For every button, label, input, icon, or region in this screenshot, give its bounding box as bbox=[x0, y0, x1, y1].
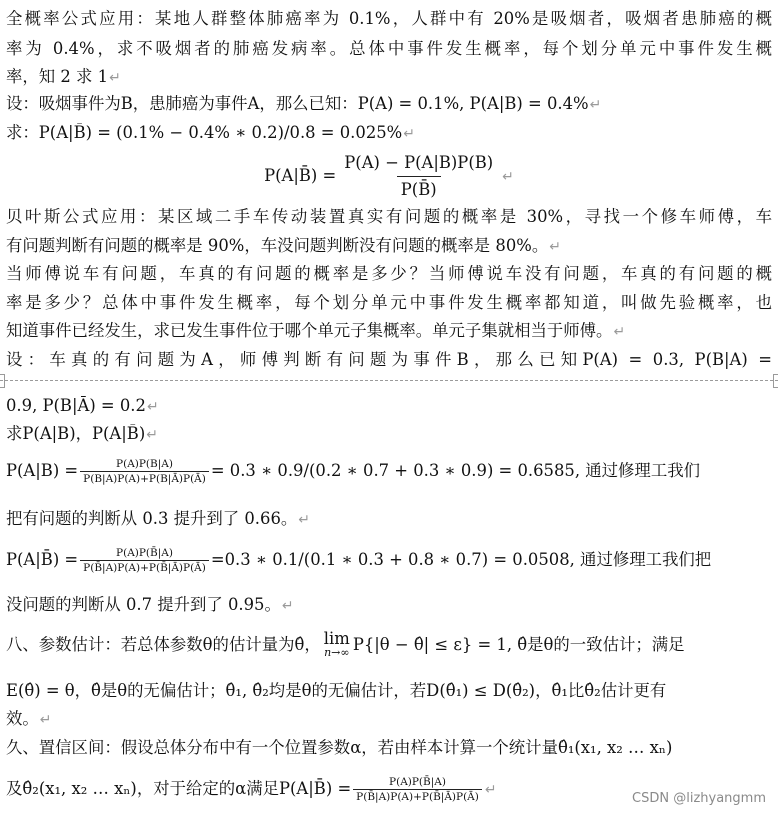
text-line: 设：吸烟事件为B，患肺癌为事件A，那么已知：P(A) = 0.1%, P(A|B) = 0.4%↵ bbox=[6, 94, 602, 113]
fraction: $\frac{P(A)P(B|A)}{P(B|A)P(A)+P(B|Ā)P(Ā)}$ bbox=[80, 458, 209, 485]
parameter-estimation-line: 八、参数估计：若总体参数θ的估计量为θ̂， lim n→∞ P{|θ − θ̂| ≤ ε} = 1, θ̂是θ的一致估计；满足 bbox=[6, 628, 685, 659]
text-line: 0.9, P(B|Ā) = 0.2↵ bbox=[6, 396, 159, 415]
formula-bayes-1: P(A|B) = $\frac{P(A)P(B|A)}{P(B|A)P(A)+P(B|Ā)P(Ā)}$ = 0.3 ∗ 0.9/(0.2 ∗ 0.7 + 0.3 ∗ 0.9) = 0.6585, 通过修理工我们 bbox=[6, 458, 700, 485]
text-line: 率为 0.4%，求不吸烟者的肺癌发病率。总体中事件发生概率，每个划分单元中事件发生概 bbox=[6, 39, 772, 58]
text-line: 率，知 2 求 1↵ bbox=[6, 67, 121, 86]
formula-total-probability: P(A|B̄) = $\frac{P(A) - P(A|B)P(B)}{P(B̄)}$ ↵ bbox=[0, 152, 778, 198]
text-line: E(θ̂) = θ，θ̂是θ的无偏估计；θ̂₁, θ̂₂均是θ的无偏估计，若D(θ̂₁) ≤ D(θ̂₂)，θ̂₁比θ̂₂估计更有 bbox=[6, 681, 667, 700]
fraction: $\frac{P(A)P(B̄|A)}{P(B̄|A)P(A)+P(B̄|Ā)P(Ā)}$ bbox=[353, 776, 482, 803]
text-line: 求P(A|B)，P(A|B̄)↵ bbox=[6, 424, 158, 443]
text-line: 率是多少？总体中事件发生概率，每个划分单元中事件发生概率都知道，叫做先验概率，也 bbox=[6, 293, 772, 312]
text-line: 把有问题的判断从 0.3 提升到了 0.66。↵ bbox=[6, 509, 311, 528]
text-line: 贝叶斯公式应用：某区域二手车传动装置真实有问题的概率是 30%，寻找一个修车师傅，车 bbox=[6, 207, 772, 226]
text-line: 久、置信区间：假设总体分布中有一个位置参数α，若由样本计算一个统计量θ̂₁(x₁, x₂ … xₙ) bbox=[6, 738, 673, 757]
limit-operator: lim n→∞ bbox=[323, 628, 350, 659]
fraction: $\frac{P(A) - P(A|B)P(B)}{P(B̄)}$ bbox=[340, 152, 497, 198]
page-corner-mark bbox=[0, 374, 5, 388]
confidence-interval-line: 及θ̂₂(x₁, x₂ … xₙ)，对于给定的α满足P(A|B̄) = $\frac{P(A)P(B̄|A)}{P(B̄|A)P(A)+P(B̄|Ā)P(Ā)}$ ↵ bbox=[6, 776, 497, 803]
text-line: 效。↵ bbox=[6, 709, 52, 728]
fraction: $\frac{P(A)P(B̄|A)}{P(B̄|A)P(A)+P(B̄|Ā)P(Ā)}$ bbox=[80, 547, 209, 574]
formula-bayes-2: P(A|B̄) = $\frac{P(A)P(B̄|A)}{P(B̄|A)P(A)+P(B̄|Ā)P(Ā)}$ =0.3 ∗ 0.1/(0.1 ∗ 0.3 + 0.8 ∗ 0.7) = 0.0508, 通过修理工我们把 bbox=[6, 547, 712, 574]
text-line: 设：车真的有问题为A，师傅判断有问题为事件B，那么已知P(A) = 0.3, P(B|A) = bbox=[6, 350, 772, 369]
page-corner-mark bbox=[773, 374, 778, 388]
text-line: 知道事件已经发生，求已发生事件位于哪个单元子集概率。单元子集就相当于师傅。↵ bbox=[6, 321, 626, 340]
text-line: 当师傅说车有问题，车真的有问题的概率是多少？当师傅说车没有问题，车真的有问题的概 bbox=[6, 264, 772, 283]
text-line: 有问题判断有问题的概率是 90%，车没问题判断没有问题的概率是 80%。↵ bbox=[6, 236, 561, 255]
page-break-divider bbox=[0, 380, 778, 382]
watermark: CSDN @lizhyangmm bbox=[632, 791, 766, 806]
text-line: 没问题的判断从 0.7 提升到了 0.95。↵ bbox=[6, 595, 294, 614]
text-line: 求：P(A|B̄) = (0.1% − 0.4% ∗ 0.2)/0.8 = 0.025%↵ bbox=[6, 123, 415, 142]
text-line: 全概率公式应用：某地人群整体肺癌率为 0.1%，人群中有 20%是吸烟者，吸烟者患肺癌的概 bbox=[6, 9, 772, 28]
